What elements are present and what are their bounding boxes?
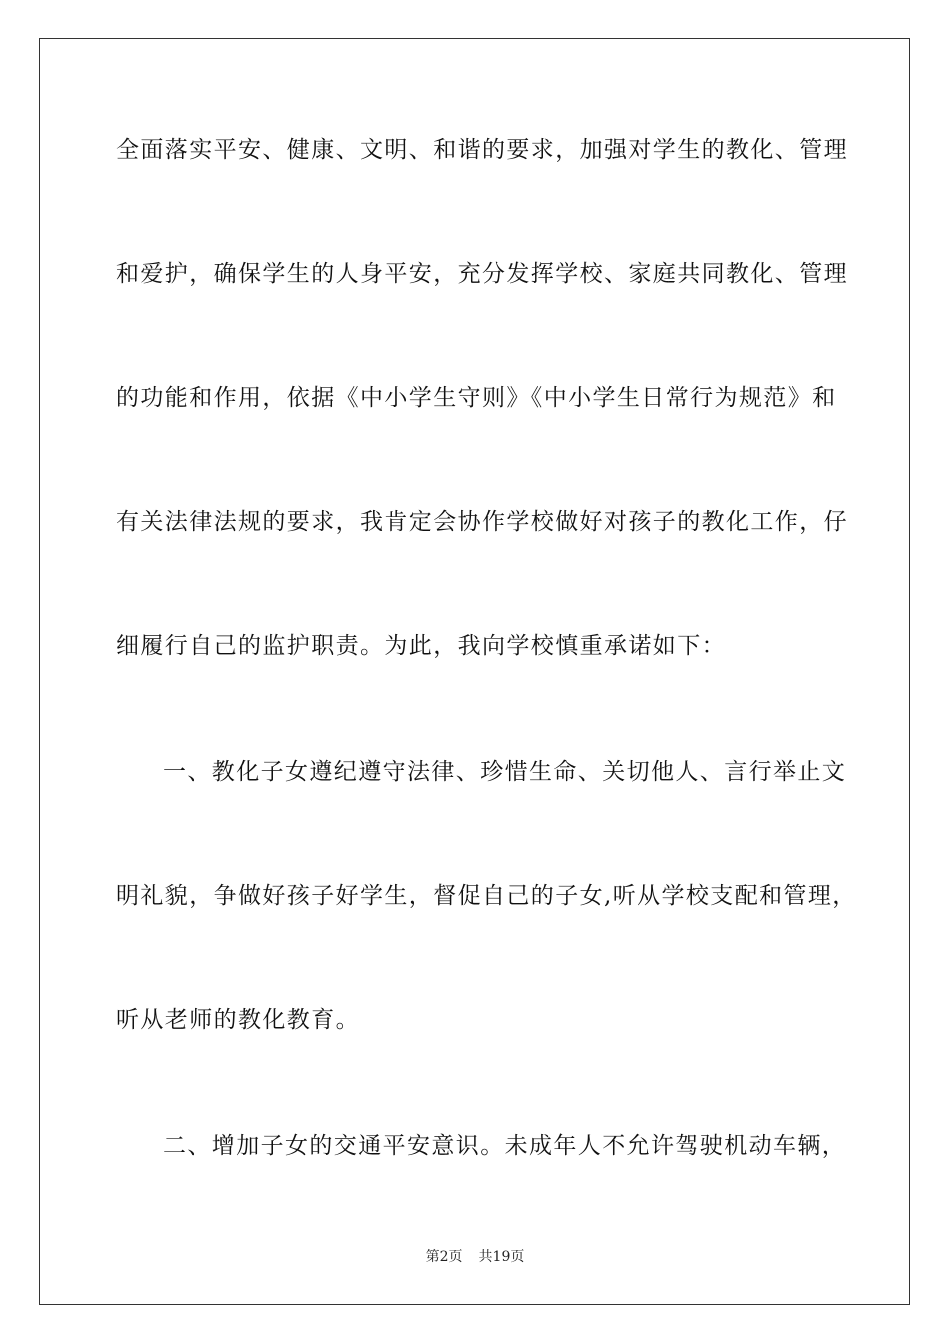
- paragraph-line: 细履行自己的监护职责。为此，我向学校慎重承诺如下：: [116, 633, 726, 659]
- page-border: [39, 38, 910, 1305]
- paragraph-line: 一、教化子女遵纪遵守法律、珍惜生命、关切他人、言行举止文: [163, 759, 847, 785]
- page-footer: [0, 1248, 950, 1266]
- paragraph-line: 有关法律法规的要求，我肯定会协作学校做好对孩子的教化工作，仔: [116, 509, 848, 535]
- page-number: 第2页: [425, 1249, 463, 1265]
- paragraph-line: 全面落实平安、健康、文明、和谐的要求，加强对学生的教化、管理: [116, 137, 848, 163]
- paragraph-line: 的功能和作用，依据《中小学生守则》《中小学生日常行为规范》和: [116, 385, 837, 411]
- paragraph-line: 听从老师的教化教育。: [116, 1007, 360, 1033]
- paragraph-line: 明礼貌，争做好孩子好学生，督促自己的子女,听从学校支配和管理，: [116, 883, 857, 909]
- page-total: 共19页: [478, 1249, 525, 1265]
- paragraph-line: 和爱护，确保学生的人身平安，充分发挥学校、家庭共同教化、管理: [116, 261, 848, 287]
- paragraph-line: 二、增加子女的交通平安意识。未成年人不允许驾驶机动车辆，: [163, 1133, 847, 1159]
